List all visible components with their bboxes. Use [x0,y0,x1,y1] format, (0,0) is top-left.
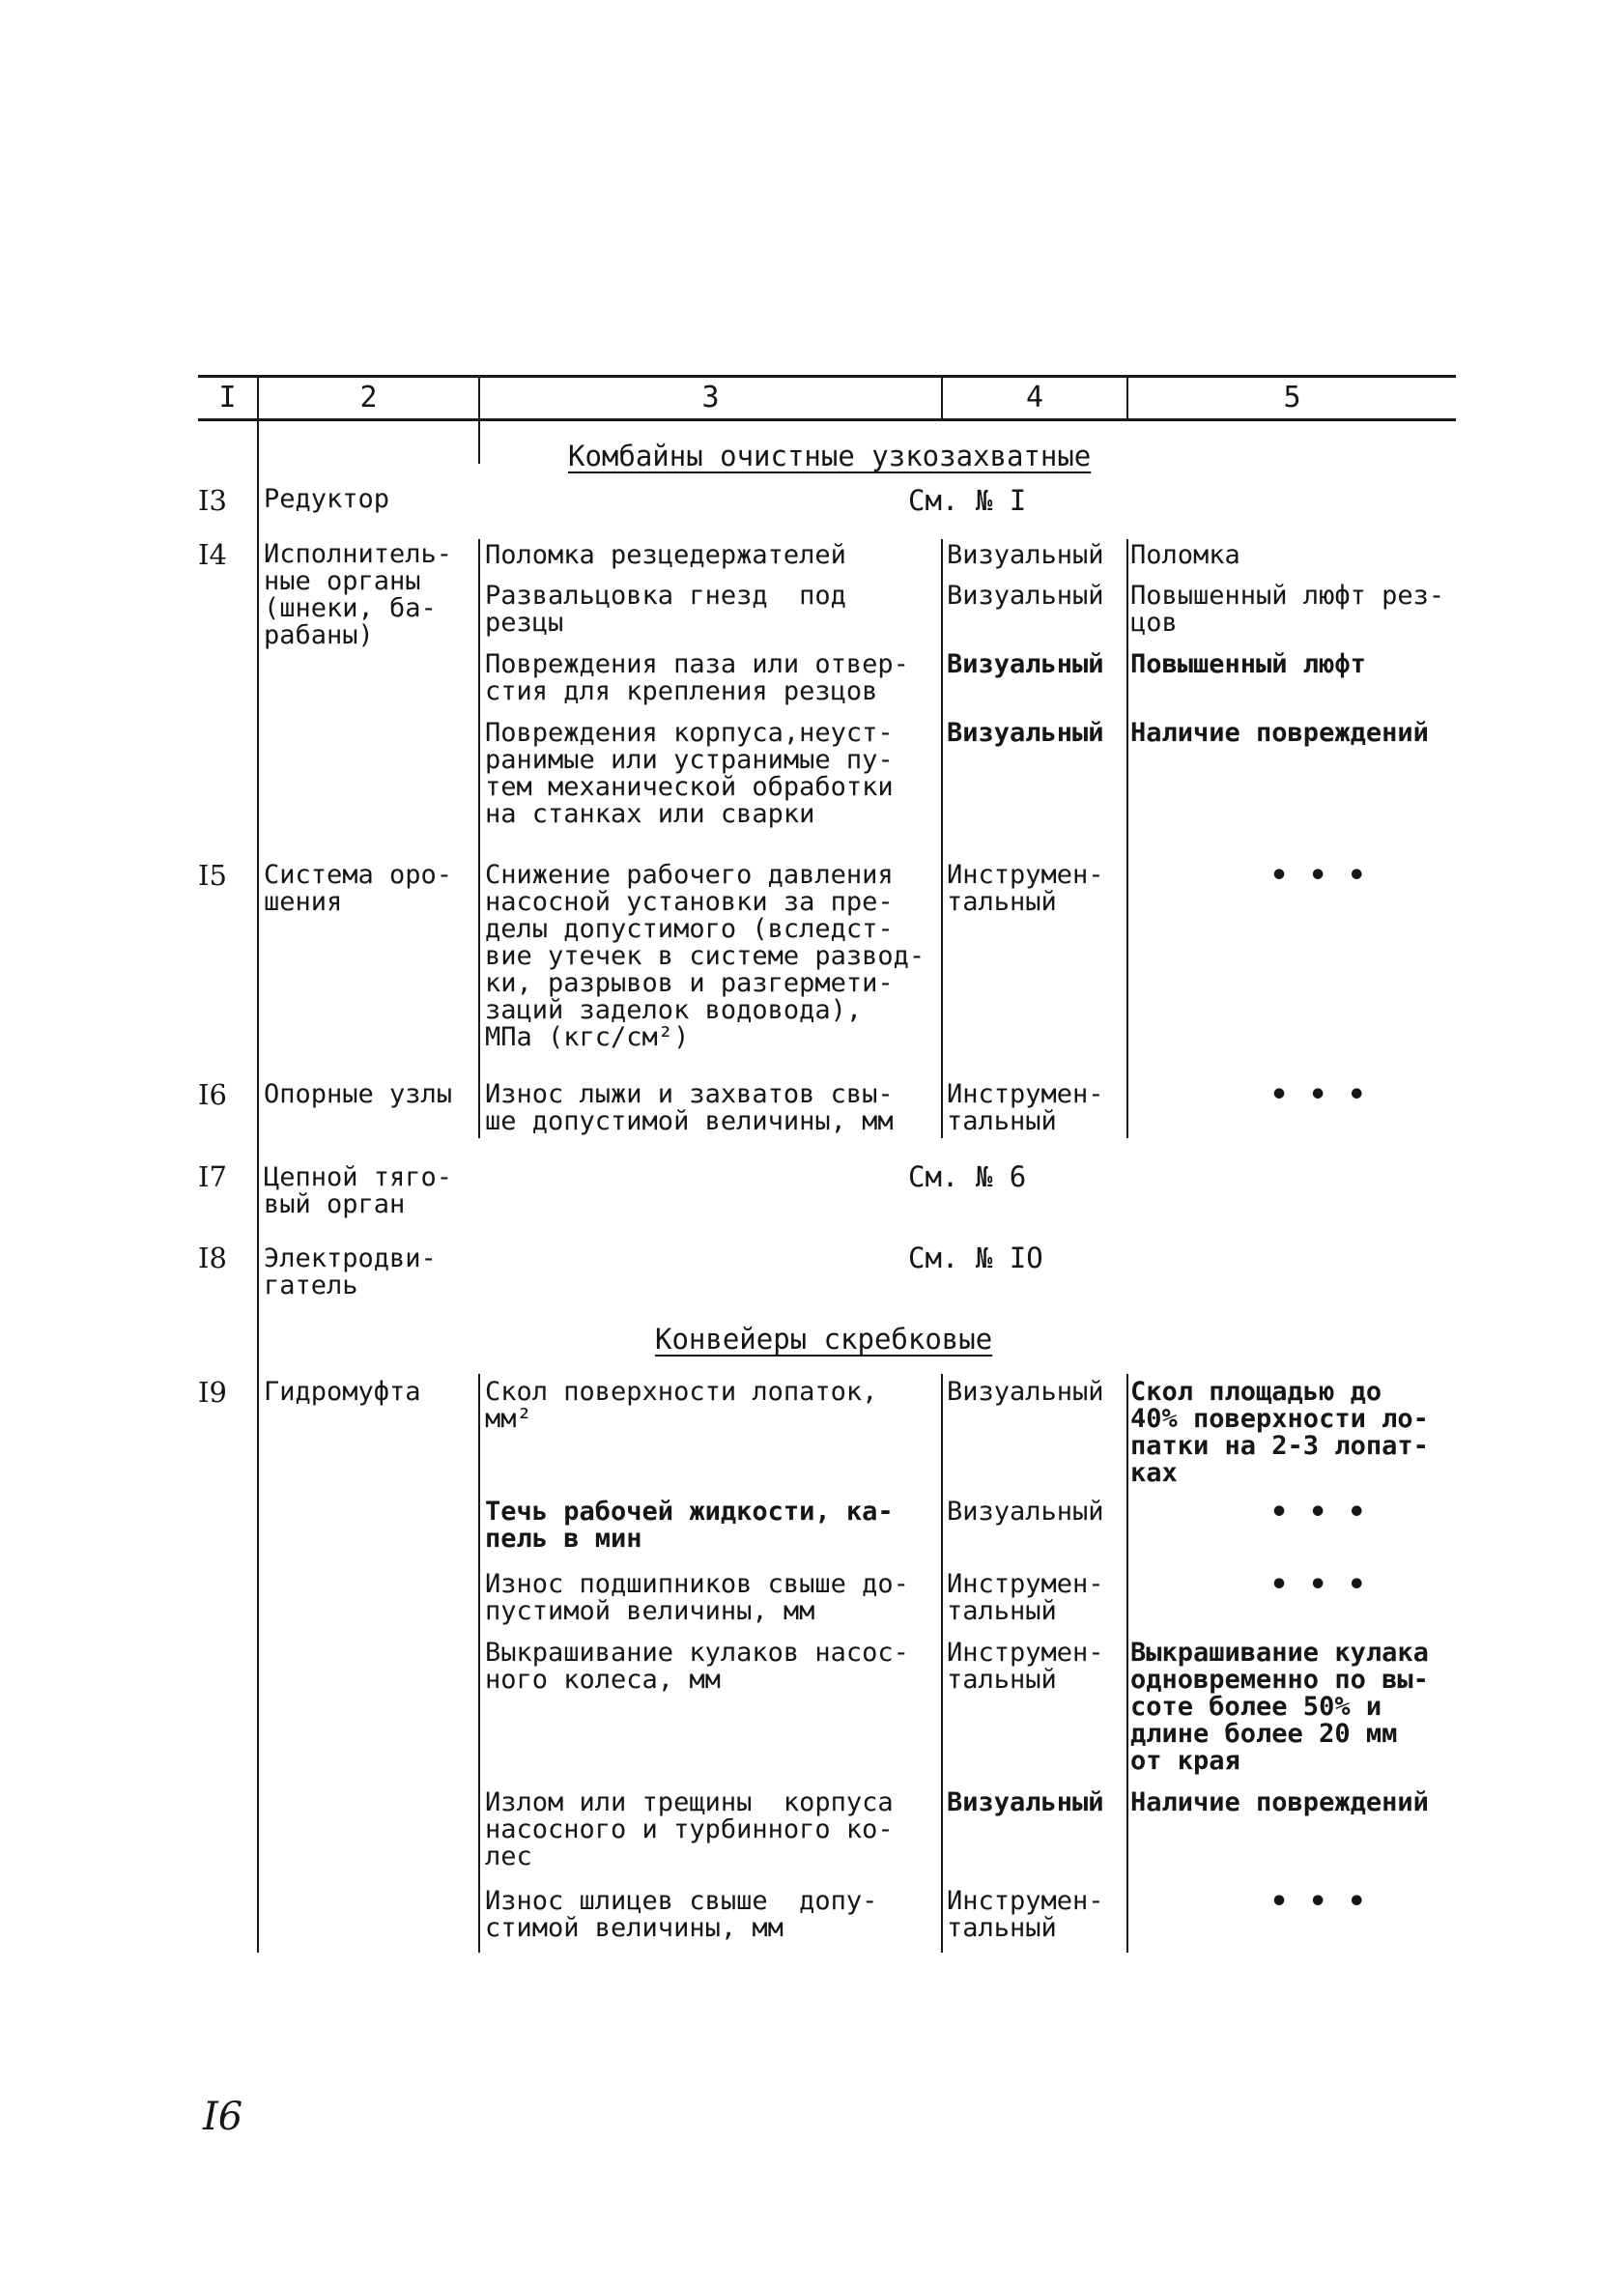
defect-description: Развальцовка гнезд под резцы [485,581,846,638]
inspection-method: Визуальный [947,718,1104,748]
cross-reference: См. № I [908,484,1027,517]
unit-name: Исполнитель- ные органы (шнеки, ба- рабаны) [264,539,453,650]
unit-name: Электродви- гатель [264,1243,437,1300]
row-number: I6 [198,1078,227,1111]
row-number: I8 [198,1242,227,1274]
header-col-1: I [218,381,237,414]
header-bottom-rule [198,418,1456,421]
inspection-method: Визуальный [947,1497,1104,1527]
row-number: I5 [198,859,227,892]
rejection-criterion: Повышенный люфт [1130,649,1366,679]
rejection-criterion: Наличие повреждений [1130,718,1429,748]
defect-description: Излом или трещины корпуса насосного и турбинного ко- лес [485,1787,894,1871]
row-number: I3 [198,484,227,517]
defect-description: Износ лыжи и захватов свы- ше допустимой величины, мм [485,1079,894,1136]
criterion-ellipsis: • • • [1270,1078,1368,1112]
column-divider [478,539,480,1138]
criterion-ellipsis: • • • [1270,1496,1368,1529]
defect-description: Повреждения паза или отвер- стия для крепления резцов [485,649,909,706]
row-number: I4 [198,538,227,571]
inspection-method: Визуальный [947,1787,1104,1817]
page-number: I6 [203,2095,243,2139]
row-number: I7 [198,1160,227,1193]
criterion-ellipsis: • • • [1270,1885,1368,1919]
defect-description: Выкрашивание кулаков насос- ного колеса, мм [485,1638,909,1695]
row-number: I9 [198,1376,227,1409]
defect-description: Течь рабочей жидкости, ка- пель в мин [485,1497,894,1554]
header-col-4: 4 [1025,381,1044,414]
cross-reference: См. № IO [908,1242,1043,1274]
inspection-method: Визуальный [947,649,1104,679]
column-divider [941,1374,943,1953]
inspection-method: Инструмен- тальный [947,1079,1104,1136]
criterion-ellipsis: • • • [1270,859,1368,893]
defect-description: Износ шлицев свыше допу- стимой величины, мм [485,1886,878,1943]
unit-name: Редуктор [264,484,390,514]
rejection-criterion: Выкрашивание кулака одновременно по вы- соте более 50% и длине более 20 мм от края [1130,1638,1429,1776]
rejection-criterion: Повышенный люфт рез- цов [1130,581,1445,638]
inspection-method: Инструмен- тальный [947,860,1104,917]
defect-description: Снижение рабочего давления насосной установки за пре- делы допустимого (вследст- вие утечек в системе развод- ки, разрывов и разгермети- заций заделок водовода), МПа (кгс/см²) [485,860,926,1052]
inspection-method: Визуальный [947,540,1104,570]
inspection-method: Инструмен- тальный [947,1638,1104,1695]
rejection-criterion: Наличие повреждений [1130,1787,1429,1817]
defect-description: Износ подшипников свыше до- пустимой величины, мм [485,1569,909,1626]
defect-description: Поломка резцедержателей [485,540,846,570]
unit-name: Опорные узлы [264,1079,453,1109]
table-top-rule [198,375,1456,378]
column-divider [941,539,943,1138]
inspection-method: Визуальный [947,581,1104,611]
column-divider [1126,539,1128,1138]
inspection-method: Визуальный [947,1377,1104,1407]
column-divider [257,421,259,1953]
unit-name: Гидромуфта [264,1377,421,1407]
criterion-ellipsis: • • • [1270,1568,1368,1602]
inspection-method: Инструмен- тальный [947,1886,1104,1943]
unit-name: Цепной тяго- вый орган [264,1162,453,1219]
cross-reference: См. № 6 [908,1160,1027,1193]
header-col-3: 3 [701,381,720,414]
defect-description: Скол поверхности лопаток, мм² [485,1377,878,1434]
section-title: Конвейеры скребковые [655,1323,993,1356]
header-col-2: 2 [359,381,378,414]
rejection-criterion: Поломка [1130,540,1240,570]
section-title: Комбайны очистные узкозахватные [568,440,1092,472]
header-col-5: 5 [1283,381,1301,414]
defect-description: Повреждения корпуса,неуст- ранимые или устранимые пу- тем механической обработки на станках или сварки [485,718,894,829]
column-divider [1126,1374,1128,1953]
unit-name: Система оро- шения [264,860,453,917]
rejection-criterion: Скол площадью до 40% поверхности ло- патки на 2-3 лопат- ках [1130,1377,1429,1488]
column-divider [478,421,480,464]
inspection-method: Инструмен- тальный [947,1569,1104,1626]
column-divider [478,1374,480,1953]
